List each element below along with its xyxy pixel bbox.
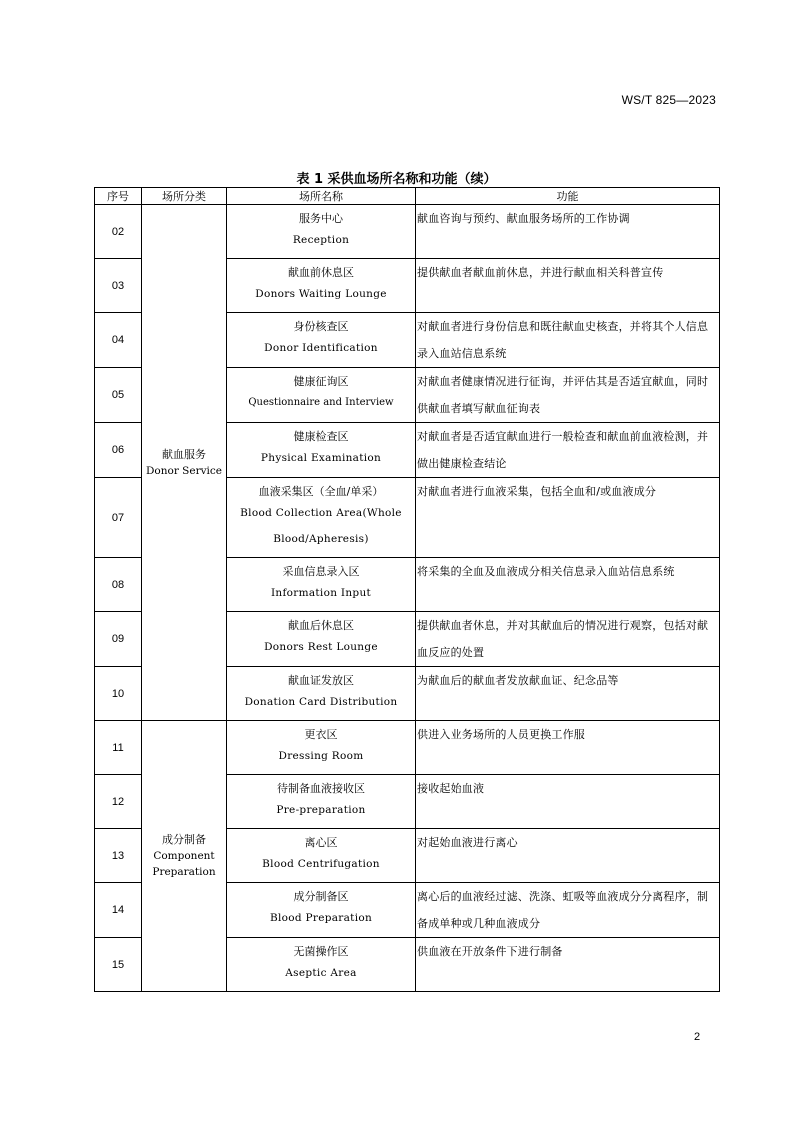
- facility-name: [227, 205, 416, 259]
- facility-function: 供进入业务场所的人员更换工作服: [416, 721, 720, 775]
- table-row: [95, 721, 720, 775]
- facility-name-en: Blood Centrifugation: [262, 858, 380, 870]
- facility-name-en: Donation Card Distribution: [244, 696, 398, 708]
- facility-function: 对起始血液进行离心: [416, 829, 720, 883]
- row-number: 02: [95, 205, 142, 259]
- facility-name-zh: 成分制备区: [293, 890, 349, 903]
- row-number: 13: [95, 829, 142, 883]
- table-title: 表 1 采供血场所名称和功能（续）: [296, 172, 497, 187]
- category-cell-donor-service: [142, 205, 227, 721]
- facility-function: 将采集的全血及血液成分相关信息录入血站信息系统: [416, 558, 720, 612]
- row-number: 14: [95, 883, 142, 938]
- facility-function: 供血液在开放条件下进行制备: [416, 938, 720, 992]
- facility-name: [227, 259, 416, 313]
- category-en-line1: Component: [153, 850, 215, 862]
- facility-name-en: Information Input: [270, 587, 372, 599]
- row-number: 05: [95, 368, 142, 423]
- facility-name-zh: 献血前休息区: [288, 266, 354, 279]
- facility-name: [227, 313, 416, 368]
- facility-function: 提供献血者献血前休息，并进行献血相关科普宣传: [416, 259, 720, 313]
- facility-name-en: Aseptic Area: [285, 967, 357, 979]
- category-zh: 献血服务: [162, 447, 206, 461]
- facility-name-zh: 血液采集区（全血/单采）: [258, 485, 384, 498]
- facility-name: [227, 721, 416, 775]
- table-row: [95, 205, 720, 259]
- table-header-row: [95, 188, 720, 205]
- column-header-seq: 序号: [95, 188, 142, 205]
- facility-name-en: Physical Examination: [260, 452, 382, 464]
- facility-function: 献血咨询与预约、献血服务场所的工作协调: [416, 205, 720, 259]
- facility-name: [227, 423, 416, 478]
- row-number: 04: [95, 313, 142, 368]
- facility-function: 对献血者是否适宜献血进行一般检查和献血前血液检测，并做出健康检查结论: [416, 423, 720, 478]
- facility-name: [227, 612, 416, 667]
- facility-function: 离心后的血液经过滤、洗涤、虹吸等血液成分分离程序，制备成单种或几种血液成分: [416, 883, 720, 938]
- facility-name-en: Questionnaire and Interview: [248, 397, 394, 408]
- facility-name-zh: 采血信息录入区: [282, 565, 360, 578]
- facility-name-zh: 更衣区: [304, 728, 338, 741]
- facility-name-zh: 无菌操作区: [293, 945, 349, 958]
- facility-function: 对献血者进行身份信息和既往献血史核查，并将其个人信息录入血站信息系统: [416, 313, 720, 368]
- facility-function: 接收起始血液: [416, 775, 720, 829]
- facility-name: [227, 775, 416, 829]
- facility-name-zh: 待制备血液接收区: [277, 782, 365, 795]
- facility-name: [227, 829, 416, 883]
- row-number: 03: [95, 259, 142, 313]
- row-number: 12: [95, 775, 142, 829]
- facility-name-en: Reception: [292, 234, 350, 246]
- column-header-category: 场所分类: [142, 188, 227, 205]
- facility-name-zh: 献血后休息区: [288, 619, 354, 632]
- facility-name: [227, 667, 416, 721]
- facility-name-en: Blood Preparation: [269, 912, 373, 924]
- facility-name-en: Dressing Room: [278, 750, 364, 762]
- row-number: 11: [95, 721, 142, 775]
- facility-name-en-line1: Blood Collection Area(Whole: [240, 507, 402, 519]
- row-number: 06: [95, 423, 142, 478]
- facility-name-en: Donor Identification: [264, 342, 378, 354]
- category-en-line2: Preparation: [152, 866, 216, 878]
- row-number: 15: [95, 938, 142, 992]
- category-zh: 成分制备: [162, 833, 206, 846]
- facility-name: [227, 938, 416, 992]
- facility-name: [227, 478, 416, 558]
- facility-name-en: Pre-preparation: [276, 804, 366, 816]
- facility-name-zh: 服务中心: [299, 212, 343, 225]
- facility-name-zh: 健康征询区: [293, 375, 349, 388]
- facility-name-zh: 离心区: [304, 836, 338, 849]
- facility-name-en: Donors Rest Lounge: [264, 641, 378, 653]
- facility-function: 提供献血者休息，并对其献血后的情况进行观察，包括对献血反应的处置: [416, 612, 720, 667]
- facility-name: [227, 368, 416, 423]
- facility-function: 对献血者健康情况进行征询，并评估其是否适宜献血，同时供献血者填写献血征询表: [416, 368, 720, 423]
- facility-table: [94, 187, 720, 992]
- column-header-name: 场所名称: [227, 188, 416, 205]
- facility-name-en-line2: Blood/Apheresis): [273, 533, 369, 545]
- facility-name-zh: 献血证发放区: [288, 674, 354, 687]
- facility-name: [227, 558, 416, 612]
- facility-name: [227, 883, 416, 938]
- category-en: Donor Service: [146, 464, 222, 477]
- facility-name-zh: 健康检查区: [293, 430, 349, 443]
- row-number: 07: [95, 478, 142, 558]
- category-cell-component-preparation: [142, 721, 227, 992]
- facility-name-zh: 身份核查区: [293, 320, 349, 333]
- facility-function: 对献血者进行血液采集，包括全血和/或血液成分: [416, 478, 720, 558]
- row-number: 10: [95, 667, 142, 721]
- document-code: WS/T 825—2023: [621, 93, 716, 107]
- facility-name-en: Donors Waiting Lounge: [255, 288, 387, 300]
- facility-function: 为献血后的献血者发放献血证、纪念品等: [416, 667, 720, 721]
- row-number: 08: [95, 558, 142, 612]
- column-header-function: 功能: [416, 188, 720, 205]
- row-number: 09: [95, 612, 142, 667]
- page-number: 2: [694, 1031, 701, 1043]
